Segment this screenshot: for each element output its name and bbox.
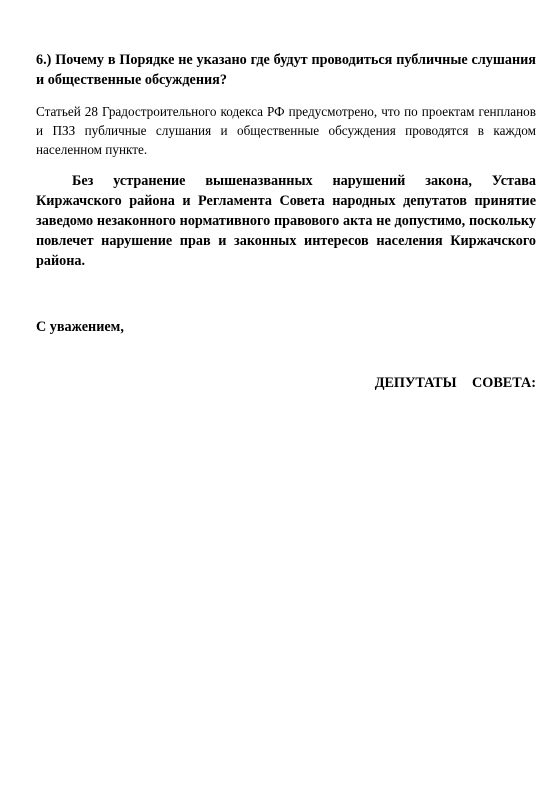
signature-line: ДЕПУТАТЫ СОВЕТА: <box>374 375 536 391</box>
document-page <box>36 50 536 393</box>
closing-salutation: С уважением, <box>36 319 124 335</box>
answer-paragraph: Статьей 28 Градостроительного кодекса РФ предусмотрено, что по проектам генпланов и ПЗЗ публичные слушания и общественные обсуждения проводятся в каждом населенном пункте. <box>36 104 536 157</box>
conclusion-paragraph: Без устранение вышеназванных нарушений закона, Устава Киржачского района и Регламента Совета народных депутатов принятие заведомо незаконного нормативного правового акта не допустимо, поскольку повлечет нарушение прав и законных интересов населения Киржачского района. <box>36 173 536 269</box>
question-heading: 6.) Почему в Порядке не указано где будут проводиться публичные слушания и общественные обсуждения? <box>36 52 536 88</box>
